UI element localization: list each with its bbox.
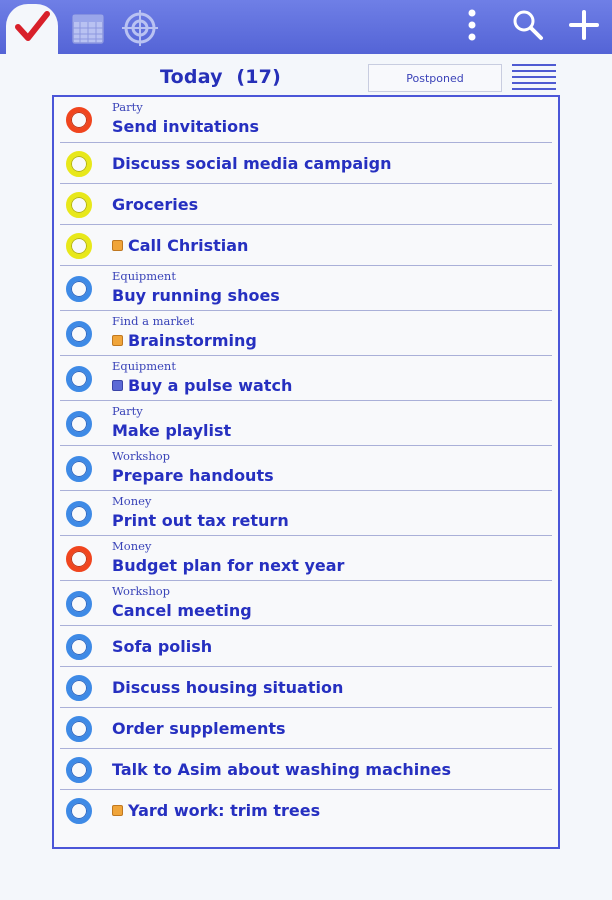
task-title: [112, 194, 198, 216]
task-row[interactable]: [60, 626, 552, 667]
overflow-menu-button[interactable]: [454, 9, 490, 45]
task-title-text: Print out tax return: [112, 510, 289, 530]
priority-circle-icon[interactable]: [66, 151, 92, 177]
postponed-filter-button[interactable]: Postponed: [368, 64, 502, 92]
note-icon: [112, 240, 123, 251]
priority-circle-icon[interactable]: [66, 634, 92, 660]
task-title: [112, 235, 248, 257]
tab-calendar[interactable]: [62, 4, 114, 54]
task-category: Money: [112, 539, 152, 553]
note-icon: [112, 805, 123, 816]
task-category: Workshop: [112, 449, 171, 463]
priority-circle-icon[interactable]: [66, 276, 92, 302]
task-title-text: Sofa polish: [112, 637, 213, 656]
search-button[interactable]: [510, 9, 546, 45]
task-title: [112, 374, 292, 396]
task-title-text: Brainstorming: [128, 330, 257, 350]
target-icon: [120, 7, 160, 51]
task-title: [112, 759, 451, 781]
task-row[interactable]: [60, 667, 552, 708]
priority-circle-icon[interactable]: [66, 366, 92, 392]
task-category: Workshop: [112, 584, 171, 598]
priority-circle-icon[interactable]: [66, 501, 92, 527]
task-title: [112, 800, 320, 822]
task-title-text: Discuss housing situation: [112, 678, 344, 697]
task-title-text: Yard work: trim trees: [128, 801, 321, 820]
priority-circle-icon[interactable]: [66, 591, 92, 617]
task-row[interactable]: [60, 401, 552, 446]
task-row[interactable]: [60, 184, 552, 225]
task-row[interactable]: [60, 446, 552, 491]
task-title-text: Make playlist: [112, 420, 232, 440]
task-category: Equipment: [112, 359, 176, 373]
checklist-icon: [112, 380, 123, 391]
top-toolbar: [0, 0, 612, 54]
task-row[interactable]: [60, 356, 552, 401]
checkmark-icon: [12, 7, 52, 51]
priority-circle-icon[interactable]: [66, 716, 92, 742]
task-list: [52, 95, 560, 849]
calendar-icon: [68, 7, 108, 51]
task-category: Party: [112, 100, 143, 114]
task-title-text: Send invitations: [112, 116, 260, 136]
task-row[interactable]: [60, 581, 552, 626]
overflow-menu-icon: [467, 8, 477, 46]
task-row[interactable]: [60, 749, 552, 790]
task-title: [112, 284, 280, 306]
task-title: [112, 153, 391, 175]
task-row[interactable]: [60, 225, 552, 266]
task-title: [112, 464, 274, 486]
priority-circle-icon[interactable]: [66, 456, 92, 482]
priority-circle-icon[interactable]: [66, 675, 92, 701]
task-row[interactable]: [60, 311, 552, 356]
task-row[interactable]: [60, 143, 552, 184]
task-title: [112, 509, 289, 531]
add-icon: [569, 10, 599, 44]
tab-tasks[interactable]: [6, 4, 58, 54]
task-row[interactable]: [60, 790, 552, 831]
priority-circle-icon[interactable]: [66, 233, 92, 259]
task-category: Equipment: [112, 269, 176, 283]
task-title-text: Prepare handouts: [112, 465, 274, 485]
note-icon: [112, 335, 123, 346]
task-category: Money: [112, 494, 152, 508]
list-view-menu-icon[interactable]: [512, 64, 556, 94]
task-title-text: Cancel meeting: [112, 600, 252, 620]
task-title-text: Call Christian: [128, 236, 249, 255]
priority-circle-icon[interactable]: [66, 546, 92, 572]
task-row[interactable]: [60, 266, 552, 311]
task-title: [112, 599, 252, 621]
priority-circle-icon[interactable]: [66, 411, 92, 437]
priority-circle-icon[interactable]: [66, 798, 92, 824]
task-row[interactable]: [60, 708, 552, 749]
task-title: [112, 329, 257, 351]
task-title-text: Discuss social media campaign: [112, 154, 392, 173]
task-title-text: Order supplements: [112, 719, 286, 738]
page-title: Today (17): [160, 66, 281, 88]
task-title: [112, 419, 231, 441]
task-title: [112, 677, 343, 699]
priority-circle-icon[interactable]: [66, 757, 92, 783]
task-title: [112, 115, 259, 137]
task-title: [112, 636, 212, 658]
priority-circle-icon[interactable]: [66, 321, 92, 347]
task-row[interactable]: [60, 97, 552, 143]
task-row[interactable]: [60, 491, 552, 536]
list-header: [0, 62, 612, 96]
task-title-text: Groceries: [112, 195, 199, 214]
task-title: [112, 718, 286, 740]
priority-circle-icon[interactable]: [66, 107, 92, 133]
add-button[interactable]: [566, 9, 602, 45]
task-title-text: Budget plan for next year: [112, 555, 345, 575]
tab-goals[interactable]: [114, 4, 166, 54]
task-title-text: Buy a pulse watch: [128, 375, 293, 395]
task-title-text: Buy running shoes: [112, 285, 280, 305]
task-category: Party: [112, 404, 143, 418]
priority-circle-icon[interactable]: [66, 192, 92, 218]
task-title-text: Talk to Asim about washing machines: [112, 760, 452, 779]
task-row[interactable]: [60, 536, 552, 581]
search-icon: [512, 9, 544, 45]
task-category: Find a market: [112, 314, 195, 328]
task-title: [112, 554, 344, 576]
